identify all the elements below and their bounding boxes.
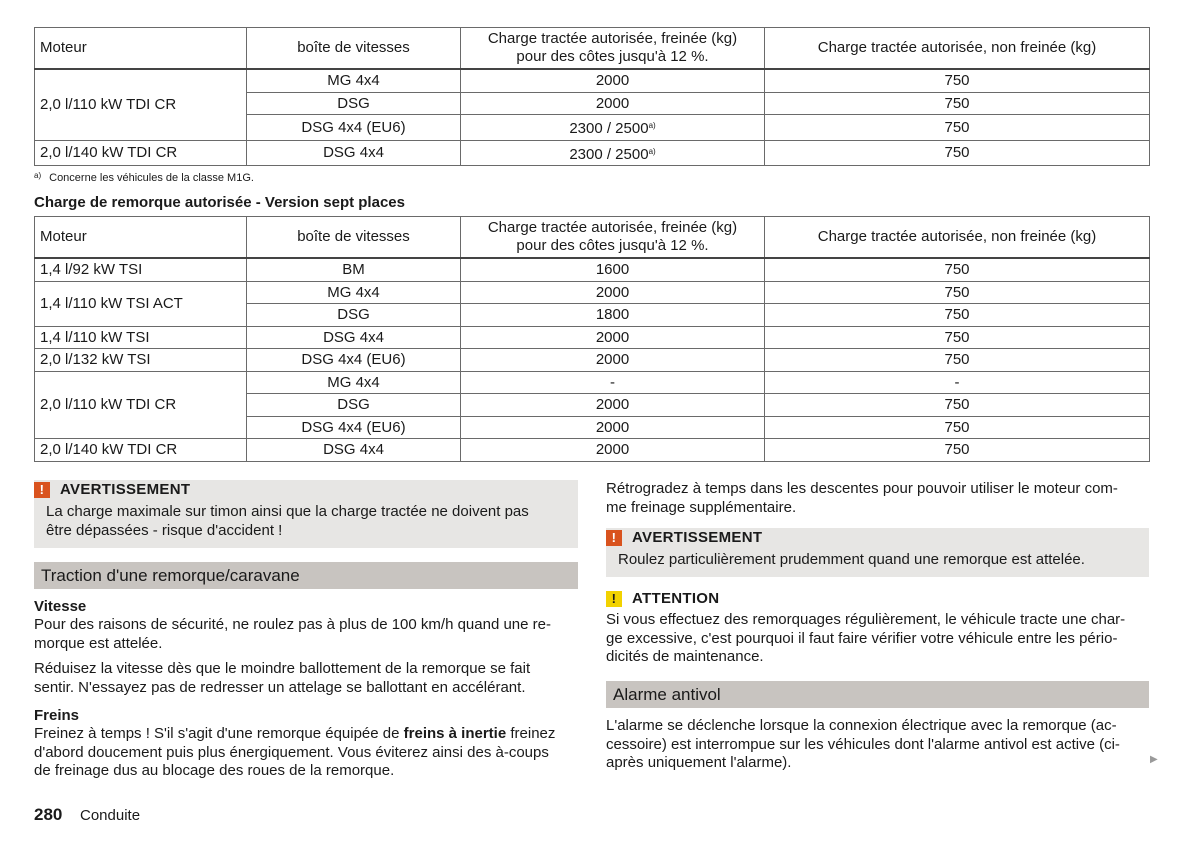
vitesse-paragraph-2 (34, 660, 530, 697)
gearbox-cell: DSG (247, 304, 461, 327)
seven-seat-subtitle: Charge de remorque autorisée - Version sept places (34, 194, 405, 211)
header-unbraked: Charge tractée autorisée, non freinée (kg) (765, 217, 1150, 259)
text-line (34, 725, 555, 744)
table-row (35, 140, 1150, 166)
engine-cell: 1,4 l/110 kW TSI ACT (35, 281, 247, 326)
page-number: 280 (34, 805, 63, 824)
braked-cell: 2000 (461, 416, 765, 439)
section-heading-alarm: Alarme antivol (606, 681, 1149, 708)
braked-cell: 2000 (461, 281, 765, 304)
header-braked (461, 28, 765, 70)
warning-header (606, 529, 762, 546)
text-line: sentir. N'essayez pas de redresser un attelage se ballottant en accélérant. (34, 678, 526, 696)
unbraked-cell: 750 (765, 439, 1150, 462)
braked-cell: 1600 (461, 258, 765, 281)
unbraked-cell: 750 (765, 115, 1150, 141)
engine-cell: 1,4 l/92 kW TSI (35, 258, 247, 281)
text-line: ge excessive, c'est pourquoi il faut faire vérifier votre véhicule entre les pério- (606, 629, 1118, 647)
braked-value: 2300 / 2500 (569, 120, 649, 137)
engine-cell: 2,0 l/140 kW TDI CR (35, 439, 247, 462)
exclamation-icon: ! (606, 530, 622, 546)
freins-heading: Freins (34, 707, 80, 724)
gearbox-cell: MG 4x4 (247, 371, 461, 394)
text-run: freinez (506, 725, 556, 742)
table-row (35, 281, 1150, 304)
table-row (35, 326, 1150, 349)
warning-line: être dépassées - risque d'accident ! (46, 522, 283, 539)
text-line: Rétrogradez à temps dans les descentes pour pouvoir utiliser le moteur com- (606, 480, 1118, 497)
engine-cell: 2,0 l/110 kW TDI CR (35, 69, 247, 140)
table-row (35, 258, 1150, 281)
braked-cell: 2000 (461, 349, 765, 372)
page-section-name: Conduite (80, 807, 141, 824)
warning-text (46, 502, 529, 540)
attention-title: ATTENTION (632, 590, 720, 607)
text-run: Freinez à temps ! S'il s'agit d'une remorque équipée de (34, 725, 404, 742)
towing-table-7-seats (34, 216, 1150, 462)
gearbox-cell: DSG (247, 92, 461, 115)
gearbox-cell: MG 4x4 (247, 69, 461, 92)
braked-value: 2300 / 2500 (569, 145, 649, 163)
warning-header (34, 481, 190, 498)
text-line: cessoire) est interrompue sur les véhicules dont l'alarme antivol est active (ci- (606, 735, 1120, 753)
unbraked-cell: - (765, 371, 1150, 394)
attention-header (606, 590, 719, 607)
warning-box-caution (606, 528, 1149, 577)
exclamation-icon: ! (34, 482, 50, 498)
unbraked-cell: 750 (765, 416, 1150, 439)
gearbox-cell: DSG 4x4 (EU6) (247, 349, 461, 372)
unbraked-cell: 750 (765, 69, 1150, 92)
engine-cell: 1,4 l/110 kW TSI (35, 326, 247, 349)
table-row (35, 69, 1150, 92)
downhill-paragraph (606, 480, 1118, 517)
braked-cell: 2000 (461, 69, 765, 92)
text-line: Si vous effectuez des remorquages régulièrement, le véhicule tracte une char- (606, 611, 1126, 628)
warning-text: Roulez particulièrement prudemment quand une remorque est attelée. (618, 551, 1085, 568)
braked-cell: 2000 (461, 92, 765, 115)
unbraked-cell: 750 (765, 394, 1150, 417)
header-engine: Moteur (35, 217, 247, 259)
header-braked-line1: Charge tractée autorisée, freinée (kg) (487, 219, 738, 236)
text-line: Réduisez la vitesse dès que le moindre ballottement de la remorque se fait (34, 660, 531, 677)
header-braked (461, 217, 765, 259)
braked-cell: - (461, 371, 765, 394)
table-header-row (35, 217, 1150, 259)
exclamation-icon: ! (606, 591, 622, 607)
footnote-text: Concerne les véhicules de la classe M1G. (49, 172, 254, 184)
table-row (35, 371, 1150, 394)
gearbox-cell: MG 4x4 (247, 281, 461, 304)
engine-cell: 2,0 l/132 kW TSI (35, 349, 247, 372)
towing-table-5-seats (34, 27, 1150, 166)
unbraked-cell: 750 (765, 258, 1150, 281)
gearbox-cell: DSG (247, 394, 461, 417)
table-footnote (34, 171, 254, 184)
table-row (35, 349, 1150, 372)
text-line: de freinage dus au blocage des roues de la remorque. (34, 762, 395, 779)
unbraked-cell: 750 (765, 326, 1150, 349)
header-gearbox: boîte de vitesses (247, 28, 461, 70)
table-row (35, 439, 1150, 462)
text-line: après uniquement l'alarme). (606, 754, 792, 771)
alarm-paragraph (606, 717, 1120, 773)
text-line: Pour des raisons de sécurité, ne roulez pas à plus de 100 km/h quand une re- (34, 616, 551, 633)
vitesse-heading: Vitesse (34, 598, 87, 615)
braked-cell: 1800 (461, 304, 765, 327)
warning-title: AVERTISSEMENT (632, 529, 763, 546)
bold-term: freins à inertie (403, 725, 507, 742)
text-line: d'abord doucement puis plus énergiquement. Vous éviterez ainsi des à-coups (34, 743, 549, 761)
footnote-ref: a) (648, 146, 656, 156)
freins-paragraph (34, 725, 555, 781)
braked-cell (461, 115, 765, 141)
unbraked-cell: 750 (765, 92, 1150, 115)
gearbox-cell: BM (247, 258, 461, 281)
vitesse-paragraph-1 (34, 616, 551, 653)
footnote-mark: a) (34, 171, 42, 180)
warning-line: La charge maximale sur timon ainsi que la charge tractée ne doivent pas (46, 503, 529, 520)
warning-box-drawbar (34, 480, 578, 548)
footnote-ref: a) (648, 121, 656, 130)
braked-cell (461, 140, 765, 166)
header-unbraked: Charge tractée autorisée, non freinée (kg) (765, 28, 1150, 70)
header-braked-line1: Charge tractée autorisée, freinée (kg) (487, 30, 738, 47)
text-line: L'alarme se déclenche lorsque la connexion électrique avec la remorque (ac- (606, 717, 1117, 734)
unbraked-cell: 750 (765, 349, 1150, 372)
unbraked-cell: 750 (765, 304, 1150, 327)
braked-cell: 2000 (461, 394, 765, 417)
braked-cell: 2000 (461, 326, 765, 349)
gearbox-cell: DSG 4x4 (247, 439, 461, 462)
gearbox-cell: DSG 4x4 (EU6) (247, 416, 461, 439)
unbraked-cell: 750 (765, 140, 1150, 166)
engine-cell: 2,0 l/110 kW TDI CR (35, 371, 247, 439)
header-braked-line2: pour des côtes jusqu'à 12 %. (516, 237, 709, 254)
gearbox-cell: DSG 4x4 (EU6) (247, 115, 461, 141)
text-line: dicités de maintenance. (606, 648, 764, 665)
engine-cell: 2,0 l/140 kW TDI CR (35, 140, 247, 166)
header-braked-line2: pour des côtes jusqu'à 12 %. (516, 48, 709, 65)
gearbox-cell: DSG 4x4 (247, 326, 461, 349)
header-gearbox: boîte de vitesses (247, 217, 461, 259)
attention-paragraph (606, 611, 1125, 667)
braked-cell: 2000 (461, 439, 765, 462)
text-line: morque est attelée. (34, 634, 163, 652)
triangle-right-icon: ▶ (1150, 754, 1158, 765)
warning-title: AVERTISSEMENT (60, 481, 191, 498)
header-engine: Moteur (35, 28, 247, 70)
table-header-row (35, 28, 1150, 70)
text-line: me freinage supplémentaire. (606, 498, 797, 516)
gearbox-cell: DSG 4x4 (247, 140, 461, 166)
unbraked-cell: 750 (765, 281, 1150, 304)
section-heading-trailer: Traction d'une remorque/caravane (34, 562, 578, 589)
